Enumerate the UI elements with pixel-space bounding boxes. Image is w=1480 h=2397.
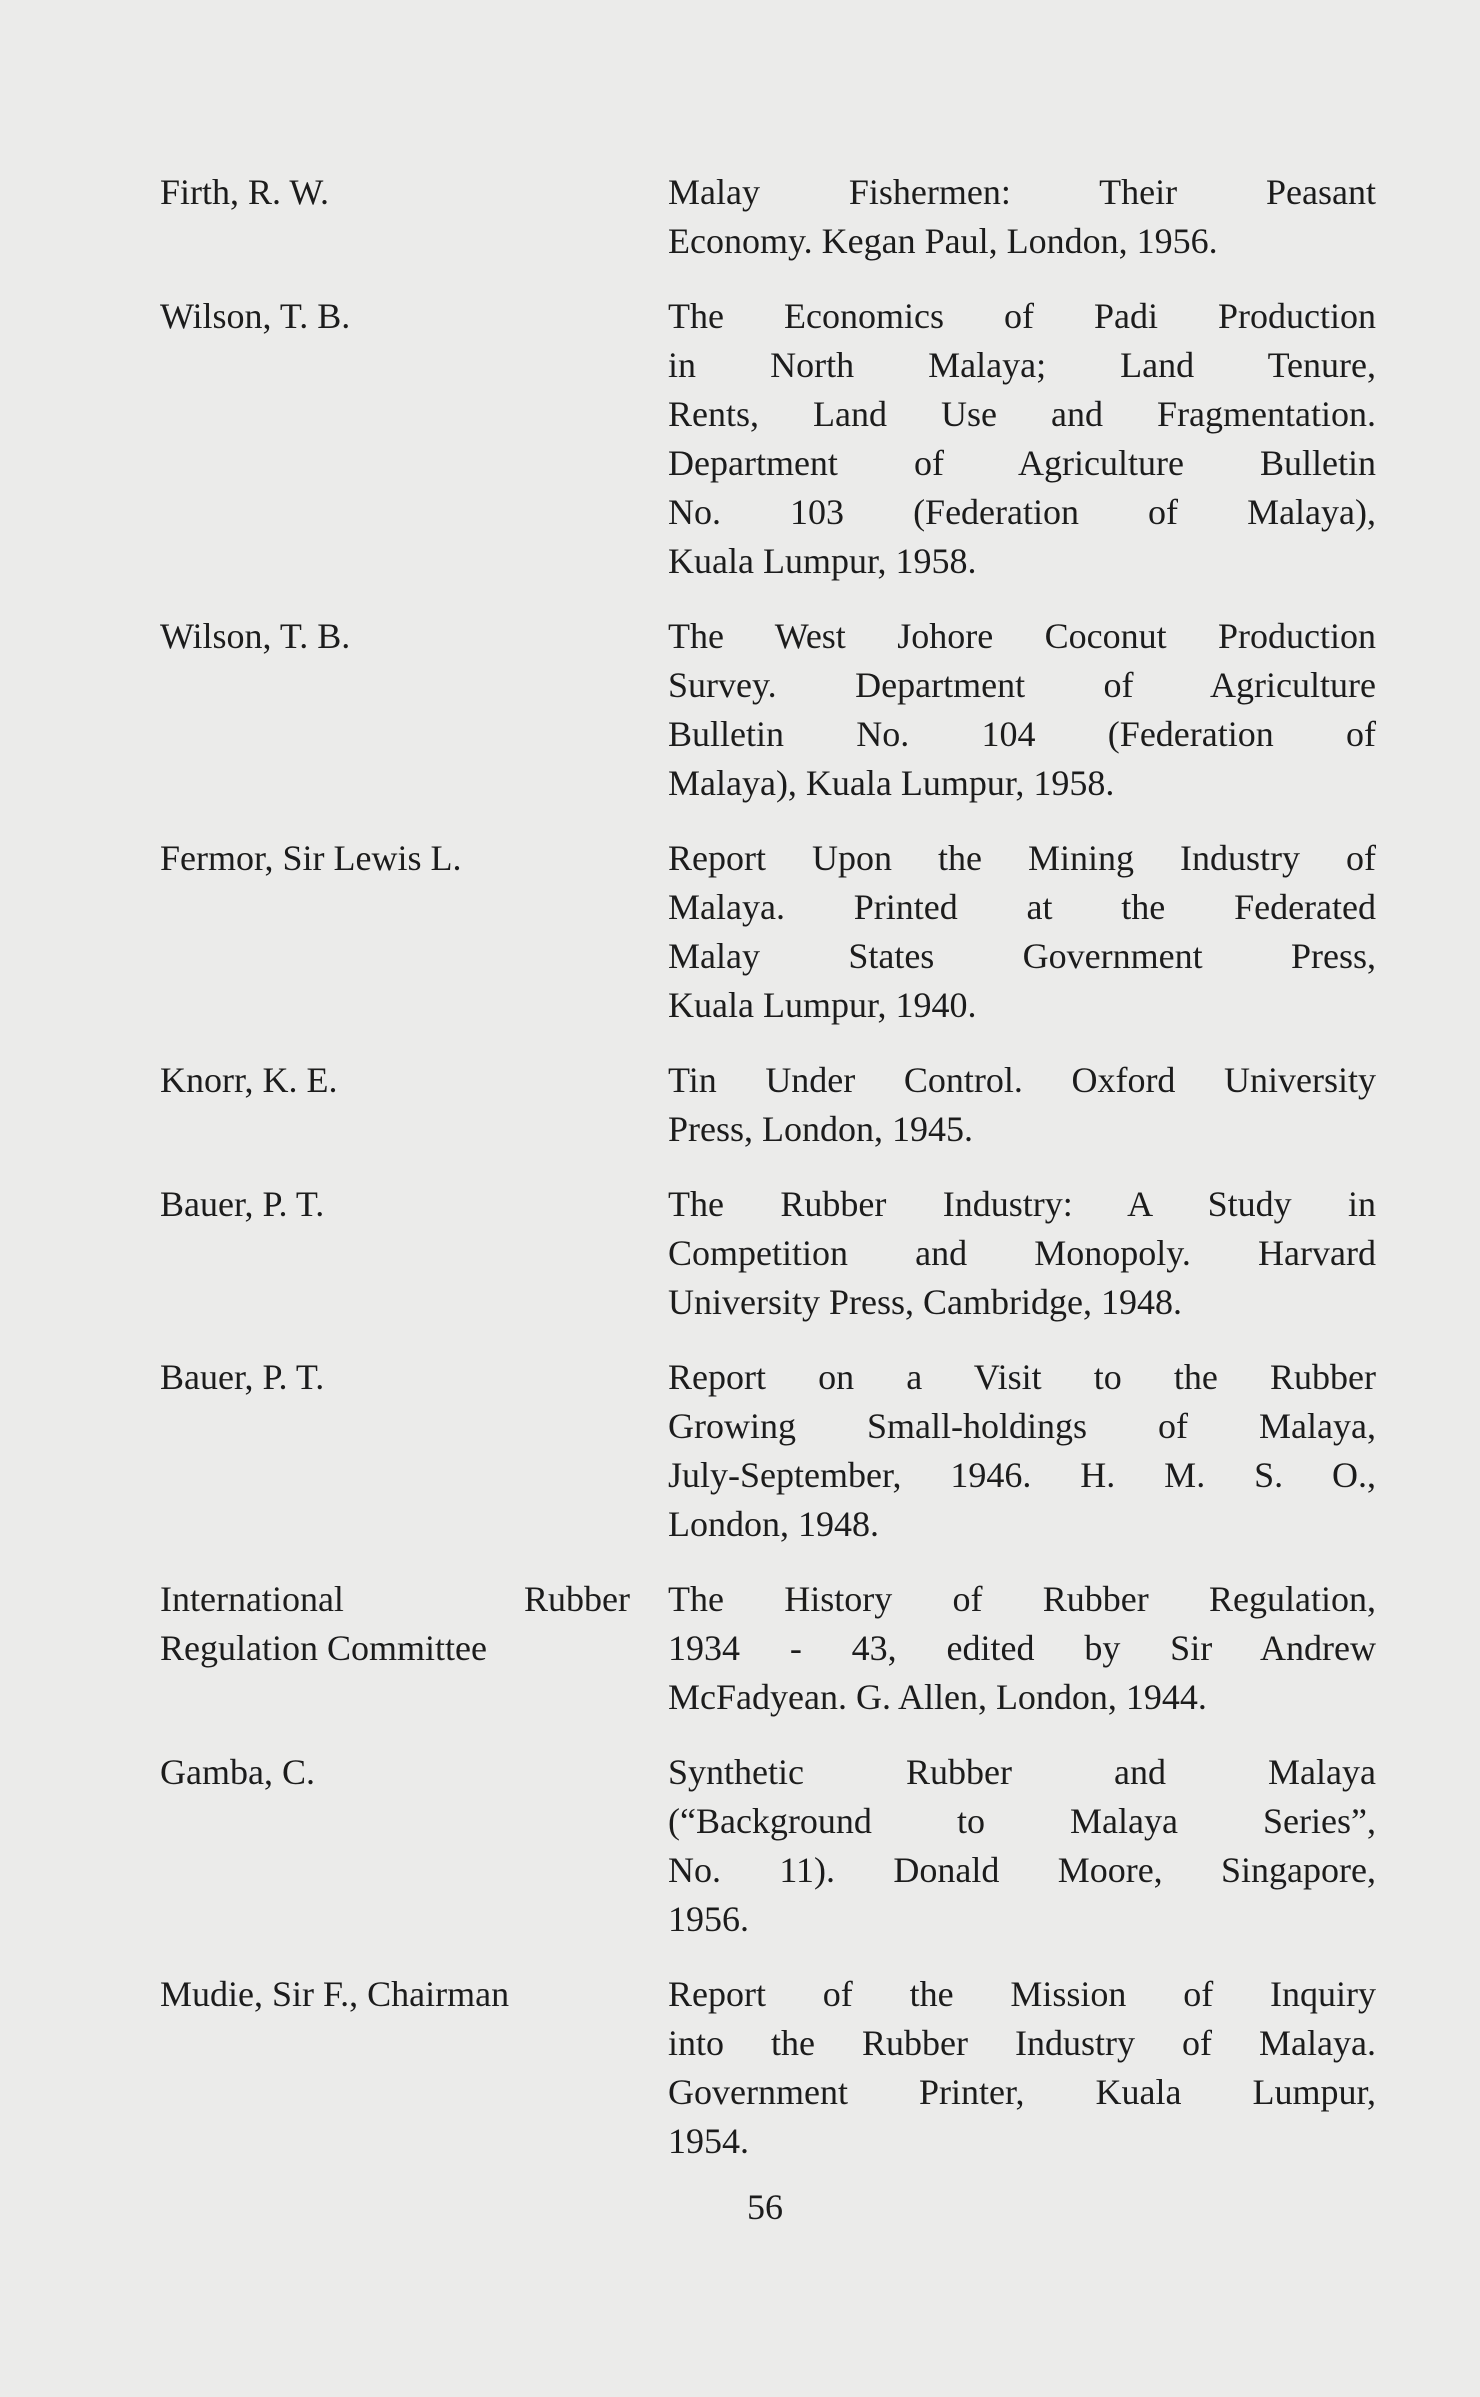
author-line: Mudie, Sir F., Chairman xyxy=(160,1974,510,2014)
bibliography-entry xyxy=(160,1180,1376,1327)
entry-author xyxy=(160,1575,630,1722)
work-line: No. 11). Donald Moore, Singapore, xyxy=(668,1850,1376,1890)
work-line: Growing Small-holdings of Malaya, xyxy=(668,1406,1376,1446)
work-line: Report of the Mission of Inquiry xyxy=(668,1974,1376,2014)
work-line: The West Johore Coconut Production xyxy=(668,616,1376,656)
work-line: Malay States Government Press, xyxy=(668,936,1376,976)
work-line: Malay Fishermen: Their Peasant xyxy=(668,172,1376,212)
work-line: Report Upon the Mining Industry of xyxy=(668,838,1376,878)
work-line: Kuala Lumpur, 1940. xyxy=(668,985,977,1025)
work-line: in North Malaya; Land Tenure, xyxy=(668,345,1376,385)
entry-work xyxy=(668,1353,1376,1549)
author-line: Firth, R. W. xyxy=(160,172,330,212)
bibliography-list xyxy=(160,168,1376,2192)
entry-work xyxy=(668,1970,1376,2166)
work-line: Survey. Department of Agriculture xyxy=(668,665,1376,705)
entry-work xyxy=(668,292,1376,586)
entry-work xyxy=(668,834,1376,1030)
work-line: Rents, Land Use and Fragmentation. xyxy=(668,394,1376,434)
author-line: Bauer, P. T. xyxy=(160,1357,325,1397)
work-line: Economy. Kegan Paul, London, 1956. xyxy=(668,221,1218,261)
entry-work xyxy=(668,1056,1376,1154)
author-line: Knorr, K. E. xyxy=(160,1060,338,1100)
work-line: The Rubber Industry: A Study in xyxy=(668,1184,1376,1224)
work-line: Report on a Visit to the Rubber xyxy=(668,1357,1376,1397)
author-line: Wilson, T. B. xyxy=(160,296,351,336)
work-line: (“Background to Malaya Series”, xyxy=(668,1801,1376,1841)
work-line: University Press, Cambridge, 1948. xyxy=(668,1282,1182,1322)
author-line: Wilson, T. B. xyxy=(160,616,351,656)
entry-work xyxy=(668,612,1376,808)
bibliography-entry xyxy=(160,168,1376,266)
entry-work xyxy=(668,1748,1376,1944)
bibliography-entry xyxy=(160,1056,1376,1154)
work-line: July-September, 1946. H. M. S. O., xyxy=(668,1455,1376,1495)
work-line: The Economics of Padi Production xyxy=(668,296,1376,336)
work-line: 1954. xyxy=(668,2121,749,2161)
author-line: International Rubber xyxy=(160,1579,630,1619)
work-line: into the Rubber Industry of Malaya. xyxy=(668,2023,1376,2063)
author-line: Regulation Committee xyxy=(160,1628,487,1668)
work-line: Press, London, 1945. xyxy=(668,1109,973,1149)
bibliography-entry xyxy=(160,292,1376,586)
entry-author xyxy=(160,292,630,586)
bibliography-entry xyxy=(160,1575,1376,1722)
work-line: The History of Rubber Regulation, xyxy=(668,1579,1376,1619)
bibliography-entry xyxy=(160,1353,1376,1549)
work-line: 1934 - 43, edited by Sir Andrew xyxy=(668,1628,1376,1668)
entry-author xyxy=(160,168,630,266)
work-line: Malaya), Kuala Lumpur, 1958. xyxy=(668,763,1115,803)
entry-author xyxy=(160,1748,630,1944)
work-line: Synthetic Rubber and Malaya xyxy=(668,1752,1376,1792)
author-line: Gamba, C. xyxy=(160,1752,315,1792)
author-line: Fermor, Sir Lewis L. xyxy=(160,838,462,878)
bibliography-entry xyxy=(160,612,1376,808)
work-line: Competition and Monopoly. Harvard xyxy=(668,1233,1376,1273)
entry-author xyxy=(160,834,630,1030)
bibliography-entry xyxy=(160,1748,1376,1944)
entry-author xyxy=(160,612,630,808)
entry-author xyxy=(160,1970,630,2166)
work-line: Tin Under Control. Oxford University xyxy=(668,1060,1376,1100)
page-number: 56 xyxy=(747,2187,783,2227)
entry-work xyxy=(668,168,1376,266)
work-line: Kuala Lumpur, 1958. xyxy=(668,541,977,581)
bibliography-entry xyxy=(160,1970,1376,2166)
work-line: Malaya. Printed at the Federated xyxy=(668,887,1376,927)
work-line: No. 103 (Federation of Malaya), xyxy=(668,492,1376,532)
author-line: Bauer, P. T. xyxy=(160,1184,325,1224)
work-line: Bulletin No. 104 (Federation of xyxy=(668,714,1376,754)
entry-work xyxy=(668,1575,1376,1722)
bibliography-entry xyxy=(160,834,1376,1030)
work-line: London, 1948. xyxy=(668,1504,879,1544)
entry-work xyxy=(668,1180,1376,1327)
entry-author xyxy=(160,1056,630,1154)
entry-author xyxy=(160,1180,630,1327)
work-line: Government Printer, Kuala Lumpur, xyxy=(668,2072,1376,2112)
entry-author xyxy=(160,1353,630,1549)
work-line: 1956. xyxy=(668,1899,749,1939)
work-line: Department of Agriculture Bulletin xyxy=(668,443,1376,483)
work-line: McFadyean. G. Allen, London, 1944. xyxy=(668,1677,1207,1717)
